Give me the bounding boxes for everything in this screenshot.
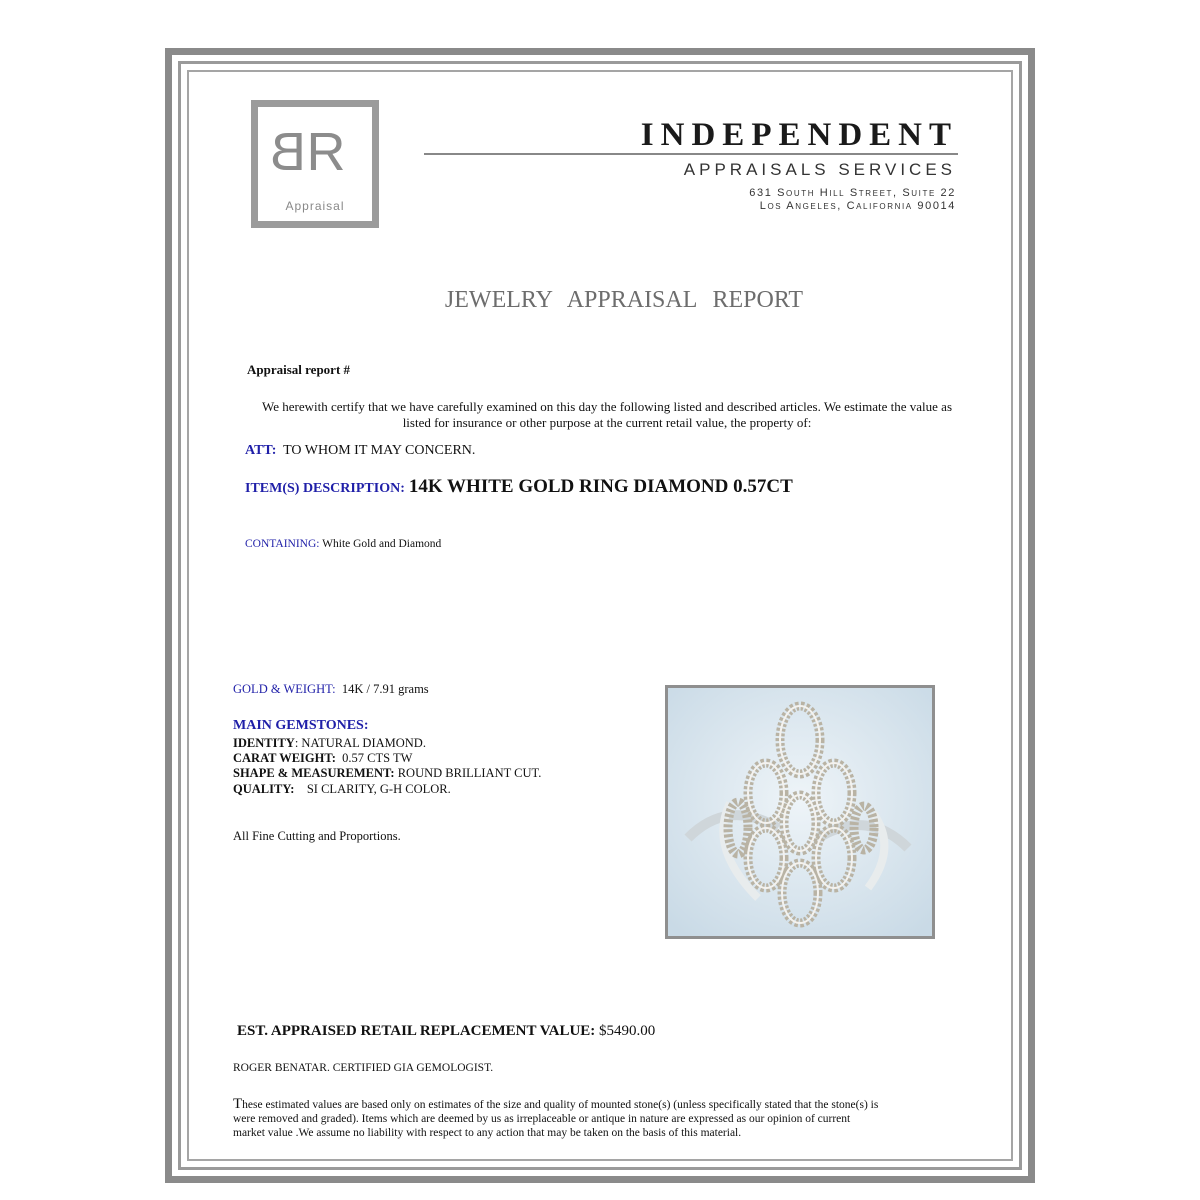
logo-monogram: BR [284, 122, 332, 182]
shape-row [233, 766, 541, 781]
containing-row [245, 538, 441, 550]
att-label: ATT: [245, 443, 277, 458]
containing-label: CONTAINING: [245, 538, 320, 550]
address-line-1: 631 South Hill Street, Suite 22 [749, 187, 956, 199]
header-rule [424, 153, 958, 155]
quality-row [233, 782, 451, 797]
disclaimer-line-3: market value .We assume no liability with respect to any action that may be taken on the basis of this material. [233, 1127, 742, 1139]
disclaimer-line-2: were removed and graded). Items which are deemed by us as irreplaceable or antique in nature are expressed as our opinion of current [233, 1113, 851, 1125]
containing-value: White Gold and Diamond [322, 538, 442, 550]
intro-line-2: listed for insurance or other purpose at the current retail value, the property of: [402, 415, 812, 430]
shape-value: ROUND BRILLIANT CUT. [397, 766, 542, 780]
intro-line-1: We herewith certify that we have carefully examined on this day the following listed and described articles. We estimate the value as [261, 399, 953, 414]
item-description-label: ITEM(S) DESCRIPTION: [245, 481, 405, 496]
inner-border [187, 70, 1013, 1161]
att-value: TO WHOM IT MAY CONCERN. [283, 443, 476, 458]
quality-value: SI CLARITY, G-H COLOR. [306, 782, 451, 796]
cutting-note: All Fine Cutting and Proportions. [233, 829, 401, 843]
report-number-label: Appraisal report # [247, 362, 351, 377]
item-description-value: 14K WHITE GOLD RING DIAMOND 0.57CT [408, 476, 793, 497]
logo-caption: Appraisal [285, 199, 345, 213]
brand-title: INDEPENDENT [640, 117, 958, 153]
item-description-row [245, 476, 793, 498]
ring-illustration [668, 688, 932, 936]
shape-label: SHAPE & MEASUREMENT: [233, 766, 395, 780]
carat-weight-label: CARAT WEIGHT: [233, 751, 336, 765]
report-title: JEWELRY APPRAISAL REPORT [444, 287, 804, 313]
carat-weight-value: 0.57 CTS TW [342, 751, 413, 765]
quality-label: QUALITY: [233, 782, 295, 796]
disclaimer-line-1: hese estimated values are based only on estimates of the size and quality of mounted stone(s) (unless specifically stated that the stone(s) is [242, 1099, 879, 1111]
address-line-2: Los Angeles, California 90014 [759, 200, 956, 212]
appraised-value-row [237, 1023, 655, 1040]
att-row [245, 443, 475, 459]
appraised-value-amount: $5490.00 [599, 1023, 656, 1039]
gold-weight-label: GOLD & WEIGHT: [233, 682, 336, 696]
identity-value: : NATURAL DIAMOND. [294, 736, 426, 750]
disclaimer [233, 1097, 933, 1140]
disclaimer-initial: T [233, 1096, 243, 1112]
brand-subtitle: APPRAISALS SERVICES [683, 160, 956, 179]
carat-weight-row [233, 751, 412, 766]
ring-photo [665, 685, 935, 939]
appraised-value-label: EST. APPRAISED RETAIL REPLACEMENT VALUE: [237, 1023, 596, 1039]
identity-label: IDENTITY [233, 736, 295, 750]
gemologist-signature: ROGER BENATAR. CERTIFIED GIA GEMOLOGIST. [233, 1062, 494, 1074]
identity-row [233, 736, 426, 751]
main-gemstones-label: MAIN GEMSTONES: [233, 718, 369, 733]
gold-weight-value: 14K / 7.91 grams [341, 682, 429, 696]
company-logo [251, 100, 379, 228]
gold-weight-row [233, 682, 429, 697]
